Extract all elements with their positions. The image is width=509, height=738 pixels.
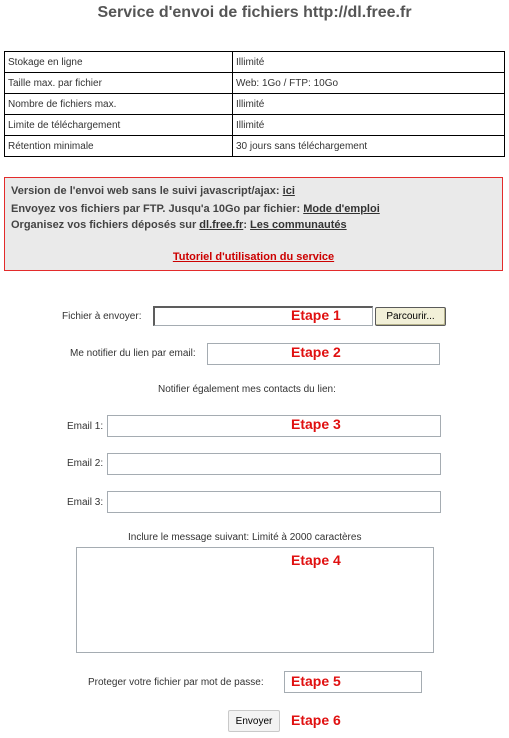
send-button[interactable]: Envoyer xyxy=(228,710,280,732)
contacts-heading: Notifier également mes contacts du lien: xyxy=(158,384,336,395)
spec-value: Web: 1Go / FTP: 10Go xyxy=(233,73,505,94)
notify-email-input[interactable] xyxy=(207,343,440,365)
email-3-label: Email 3: xyxy=(67,497,104,508)
spec-label: Limite de téléchargement xyxy=(5,115,233,136)
email-1-label: Email 1: xyxy=(67,421,104,432)
step-5-annotation: Etape 5 xyxy=(291,673,341,689)
spec-label: Stokage en ligne xyxy=(5,52,233,73)
email-2-input[interactable] xyxy=(107,453,441,475)
email-2-label: Email 2: xyxy=(67,458,104,469)
table-row xyxy=(5,136,505,157)
step-1-annotation: Etape 1 xyxy=(291,307,341,323)
spec-label: Rétention minimale xyxy=(5,136,233,157)
dl-free-link[interactable]: dl.free.fr xyxy=(199,219,244,231)
spec-label: Taille max. par fichier xyxy=(5,73,233,94)
page-title: Service d'envoi de fichiers http://dl.free.fr xyxy=(97,4,412,21)
password-input[interactable] xyxy=(284,671,422,693)
file-label: Fichier à envoyer: xyxy=(62,311,142,322)
email-3-input[interactable] xyxy=(107,491,441,513)
email-1-input[interactable] xyxy=(107,415,441,437)
step-3-annotation: Etape 3 xyxy=(291,416,341,432)
file-input[interactable] xyxy=(153,306,373,326)
specs-table xyxy=(4,51,505,157)
password-label: Proteger votre fichier par mot de passe: xyxy=(88,677,264,688)
browse-button[interactable]: Parcourir... xyxy=(375,307,446,326)
info-line-ftp xyxy=(11,203,380,215)
info-box xyxy=(4,177,503,271)
table-row xyxy=(5,115,505,136)
notify-label: Me notifier du lien par email: xyxy=(70,348,196,359)
table-row xyxy=(5,94,505,115)
tutorial-link[interactable]: Tutoriel d'utilisation du service xyxy=(172,251,335,263)
communities-link[interactable]: Les communautés xyxy=(250,219,347,231)
ftp-guide-link[interactable]: Mode d'emploi xyxy=(303,203,380,215)
step-2-annotation: Etape 2 xyxy=(291,344,341,360)
spec-value: Illimité xyxy=(233,94,505,115)
spec-value: Illimité xyxy=(233,52,505,73)
info-text: Version de l'envoi web sans le suivi javascript/ajax: xyxy=(11,185,283,197)
info-text: Envoyez vos fichiers par FTP. Jusqu'a 10Go par fichier: xyxy=(11,203,304,215)
table-row xyxy=(5,52,505,73)
message-textarea[interactable] xyxy=(76,547,434,653)
spec-value: Illimité xyxy=(233,115,505,136)
info-line-noscript xyxy=(11,185,295,197)
step-6-annotation: Etape 6 xyxy=(291,712,341,728)
table-row xyxy=(5,73,505,94)
message-label: Inclure le message suivant: Limité à 2000 caractères xyxy=(128,532,362,543)
spec-value: 30 jours sans téléchargement xyxy=(233,136,505,157)
spec-label: Nombre de fichiers max. xyxy=(5,94,233,115)
info-text: Organisez vos fichiers déposés sur xyxy=(11,219,200,231)
step-4-annotation: Etape 4 xyxy=(291,552,341,568)
noscript-version-link[interactable]: ici xyxy=(282,185,295,197)
info-line-organize xyxy=(11,219,347,231)
info-separator: : xyxy=(243,219,251,231)
